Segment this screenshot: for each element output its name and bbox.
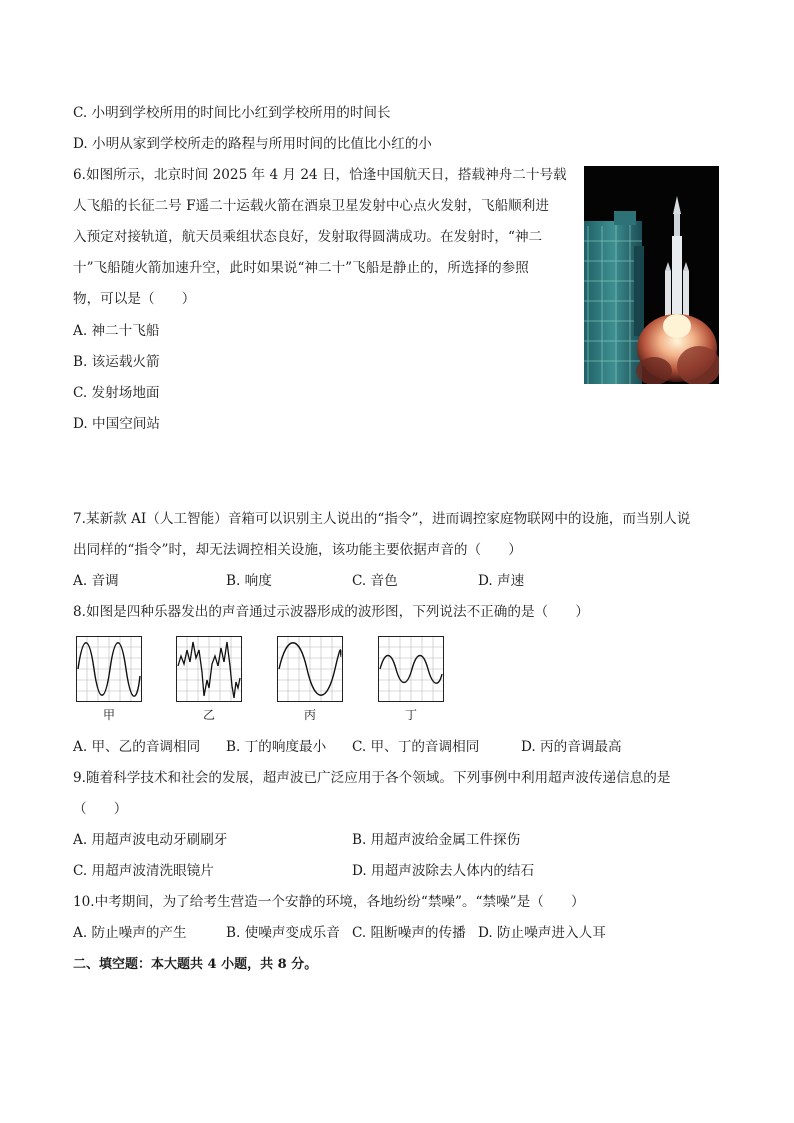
waveform-label-bing: 丙 bbox=[303, 708, 316, 722]
q6-option-c: C. 发射场地面 bbox=[73, 385, 160, 401]
q7-option-a: A. 音调 bbox=[73, 573, 119, 589]
q10-option-c: C. 阻断噪声的传播 bbox=[352, 925, 466, 941]
q8-option-c: C. 甲、丁的音调相同 bbox=[352, 739, 480, 755]
q9-option-b: B. 用超声波给金属工件探伤 bbox=[352, 832, 521, 848]
section-2-heading: 二、填空题：本大题共 4 小题，共 8 分。 bbox=[73, 957, 318, 972]
q6-stem-line-5: 物，可以是（ ） bbox=[73, 291, 196, 307]
q7-option-b: B. 响度 bbox=[226, 573, 272, 589]
waveform-bing bbox=[277, 636, 343, 702]
q7-stem-line-2: 出同样的“指令”时，却无法调控相关设施，该功能主要依据声音的（ ） bbox=[73, 542, 522, 558]
waveform-jia bbox=[76, 636, 142, 702]
q6-stem-line-3: 入预定对接轨道，航天员乘组状态良好，发射取得圆满成功。在发射时，“神二 bbox=[73, 229, 543, 245]
q9-stem-line-1: 9.随着科学技术和社会的发展，超声波已广泛应用于各个领域。下列事例中利用超声波传递信息的是 bbox=[73, 770, 671, 786]
q8-stem: 8.如图是四种乐器发出的声音通过示波器形成的波形图，下列说法不正确的是（ ） bbox=[73, 604, 589, 620]
waveform-yi bbox=[176, 636, 242, 702]
q7-stem-line-1: 7.某新款 AI（人工智能）音箱可以识别主人说出的“指令”，进而调控家庭物联网中的设施，而当别人说 bbox=[73, 511, 691, 527]
q5-option-d: D. 小明从家到学校所走的路程与所用时间的比值比小红的小 bbox=[73, 136, 432, 152]
q7-option-d: D. 声速 bbox=[478, 573, 525, 589]
q9-option-d: D. 用超声波除去人体内的结石 bbox=[352, 863, 535, 879]
q6-option-a: A. 神二十飞船 bbox=[73, 323, 160, 339]
q9-option-a: A. 用超声波电动牙刷刷牙 bbox=[73, 832, 228, 848]
q10-option-a: A. 防止噪声的产生 bbox=[73, 925, 187, 941]
q10-option-d: D. 防止噪声进入人耳 bbox=[478, 925, 606, 941]
waveform-label-jia: 甲 bbox=[102, 708, 115, 722]
q10-stem: 10.中考期间，为了给考生营造一个安静的环境，各地纷纷“禁噪”。“禁噪”是（ ） bbox=[73, 894, 585, 910]
q9-option-c: C. 用超声波清洗眼镜片 bbox=[73, 863, 214, 879]
q10-option-b: B. 使噪声变成乐音 bbox=[226, 925, 340, 941]
q8-option-d: D. 丙的音调最高 bbox=[521, 739, 622, 755]
rocket-launch-illustration bbox=[584, 166, 719, 384]
q6-option-b: B. 该运载火箭 bbox=[73, 354, 160, 370]
q6-stem-line-4: 十”飞船随火箭加速升空，此时如果说“神二十”飞船是静止的，所选择的参照 bbox=[73, 260, 529, 276]
waveform-ding bbox=[378, 636, 444, 702]
waveform-label-yi: 乙 bbox=[202, 708, 215, 722]
q8-option-b: B. 丁的响度最小 bbox=[226, 739, 327, 755]
q9-stem-line-2: （ ） bbox=[73, 801, 128, 817]
q7-option-c: C. 音色 bbox=[352, 573, 398, 589]
q6-stem-line-2: 人飞船的长征二号 F遥二十运载火箭在酒泉卫星发射中心点火发射，飞船顺利进 bbox=[73, 198, 549, 214]
q6-option-d: D. 中国空间站 bbox=[73, 416, 161, 432]
waveform-label-ding: 丁 bbox=[404, 708, 417, 722]
rocket-launch-photo bbox=[584, 166, 719, 384]
q6-stem-line-1: 6.如图所示，北京时间 2025 年 4 月 24 日，恰逢中国航天日，搭载神舟二十号载 bbox=[73, 167, 567, 183]
q8-option-a: A. 甲、乙的音调相同 bbox=[73, 739, 201, 755]
q5-option-c: C. 小明到学校所用的时间比小红到学校所用的时间长 bbox=[73, 105, 391, 121]
